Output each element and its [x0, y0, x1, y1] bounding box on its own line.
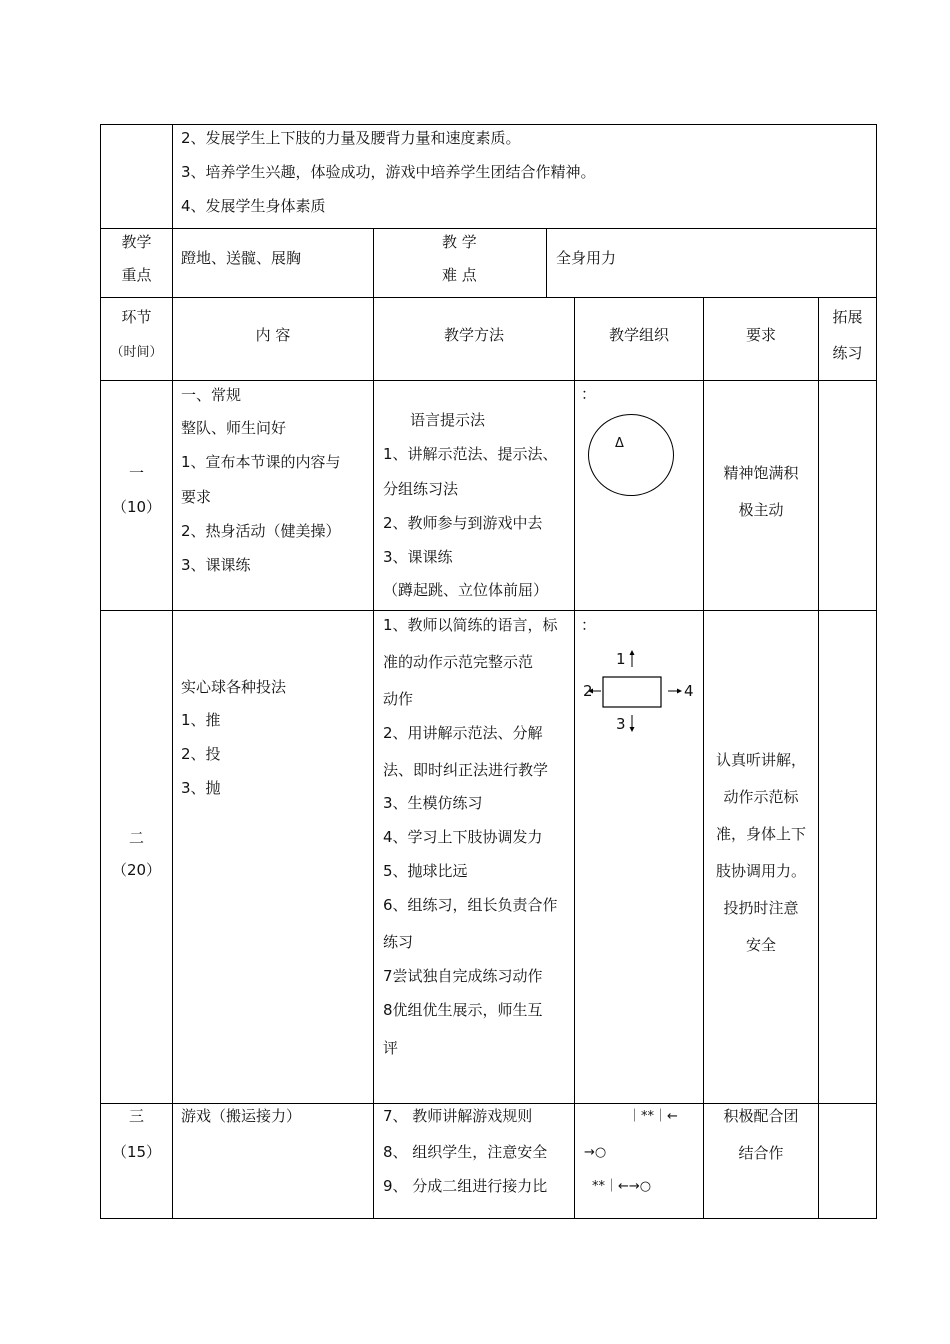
arrow-up-head — [630, 650, 635, 655]
row-divider — [100, 297, 877, 298]
content-line: 整队、师生问好 — [181, 419, 287, 437]
col-divider — [818, 297, 819, 1219]
method-line: 练习 — [383, 933, 414, 951]
col-divider — [172, 124, 173, 1219]
header-organization: 教学组织 — [608, 326, 669, 344]
method-line: 3、生模仿练习 — [383, 794, 483, 812]
requirement-line: 结合作 — [738, 1144, 784, 1162]
goal-line: 3、培养学生兴趣，体验成功，游戏中培养学生团结合作精神。 — [181, 163, 596, 181]
formation-rectangle — [603, 677, 661, 707]
content-line: 3、抛 — [181, 779, 221, 797]
requirement-line: 极主动 — [738, 501, 784, 519]
org-colon: ： — [581, 616, 597, 634]
key-point-label: 教学 — [121, 233, 152, 251]
content-line: 1、推 — [181, 711, 221, 729]
requirement-line: 认真听讲解， — [715, 751, 806, 769]
method-line: 6、组练习，组长负责合作 — [383, 896, 558, 914]
position-label: 4 — [684, 682, 694, 700]
col-divider — [373, 228, 374, 1219]
content-line: 实心球各种投法 — [181, 678, 287, 696]
border-right — [876, 124, 877, 1219]
header-extension: 练习 — [832, 344, 863, 362]
method-line: 2、用讲解示范法、分解 — [383, 724, 543, 742]
requirement-line: 积极配合团 — [723, 1107, 799, 1125]
method-line: 4、学习上下肢协调发力 — [383, 828, 543, 846]
method-line: 3、课课练 — [383, 548, 453, 566]
header-time: （时间） — [110, 345, 163, 360]
section-number: 一 — [128, 464, 144, 482]
section-number: 三 — [128, 1107, 144, 1125]
arrow-right-head — [677, 689, 682, 694]
relay-diagram-line: **｜←→○ — [592, 1179, 652, 1194]
goal-line: 4、发展学生身体素质 — [181, 197, 326, 215]
content-line: 1、宣布本节课的内容与 — [181, 453, 341, 471]
teacher-triangle-icon: Δ — [615, 436, 624, 451]
key-point-label: 重点 — [121, 266, 152, 284]
method-line: 语言提示法 — [410, 411, 486, 429]
rectangle-formation-diagram — [580, 645, 698, 737]
content-line: 3、课课练 — [181, 556, 251, 574]
method-line: 8优组优生展示，师生互 — [383, 1001, 543, 1019]
position-label: 3 — [616, 715, 626, 733]
requirement-line: 准，身体上下 — [715, 825, 806, 843]
requirement-line: 肢协调用力。 — [715, 862, 806, 880]
org-colon: ： — [581, 385, 597, 403]
content-line: 要求 — [181, 488, 212, 506]
requirement-line: 动作示范标 — [723, 788, 799, 806]
method-line: 1、教师以简练的语言，标 — [383, 616, 558, 634]
relay-diagram-line: →○ — [584, 1145, 607, 1160]
method-line: 8、 组织学生，注意安全 — [383, 1143, 548, 1161]
col-divider — [574, 297, 575, 1219]
arrow-down-head — [630, 727, 635, 732]
method-line: （蹲起跳、立位体前屈） — [383, 581, 549, 599]
section-number: 二 — [128, 829, 144, 847]
row-divider — [100, 610, 877, 611]
difficulty-label: 难 点 — [442, 266, 477, 284]
position-label: 1 — [616, 650, 626, 668]
method-line: 5、抛球比远 — [383, 862, 468, 880]
border-left — [100, 124, 101, 1219]
method-line: 1、讲解示范法、提示法、 — [383, 445, 558, 463]
content-line: 游戏（搬运接力） — [181, 1107, 302, 1125]
method-line: 动作 — [383, 690, 414, 708]
relay-diagram-line: ｜**｜← — [628, 1109, 678, 1124]
section-time: （10） — [111, 498, 162, 516]
header-section: 环节 — [121, 308, 152, 326]
difficulty-value: 全身用力 — [556, 249, 617, 267]
requirement-line: 投扔时注意 — [723, 899, 799, 917]
header-content: 内 容 — [255, 326, 291, 344]
border-top — [100, 124, 877, 125]
method-line: 9、 分成二组进行接力比 — [383, 1177, 548, 1195]
method-line: 2、教师参与到游戏中去 — [383, 514, 543, 532]
method-line: 法、即时纠正法进行教学 — [383, 761, 549, 779]
header-extension: 拓展 — [832, 308, 863, 326]
method-line: 7尝试独自完成练习动作 — [383, 967, 543, 985]
header-requirement: 要求 — [745, 326, 776, 344]
position-label: 2 — [583, 682, 593, 700]
requirement-line: 精神饱满积 — [723, 464, 799, 482]
col-divider — [546, 228, 547, 297]
method-line: 7、 教师讲解游戏规则 — [383, 1107, 533, 1125]
content-line: 2、热身活动（健美操） — [181, 522, 341, 540]
method-line: 分组练习法 — [383, 480, 459, 498]
goal-line: 2、发展学生上下肢的力量及腰背力量和速度素质。 — [181, 129, 521, 147]
section-time: （15） — [111, 1143, 162, 1161]
row-divider — [100, 1103, 877, 1104]
content-line: 一、常规 — [181, 386, 242, 404]
header-method: 教学方法 — [443, 326, 504, 344]
difficulty-label: 教 学 — [442, 233, 477, 251]
requirement-line: 安全 — [745, 936, 776, 954]
method-line: 准的动作示范完整示范 — [383, 653, 534, 671]
row-divider — [100, 228, 877, 229]
section-time: （20） — [111, 861, 162, 879]
row-divider — [100, 380, 877, 381]
circle-formation-diagram — [588, 414, 674, 496]
content-line: 2、投 — [181, 745, 221, 763]
method-line: 评 — [383, 1039, 399, 1057]
key-point-value: 蹬地、送髋、展胸 — [181, 249, 302, 267]
border-bottom — [100, 1218, 877, 1219]
